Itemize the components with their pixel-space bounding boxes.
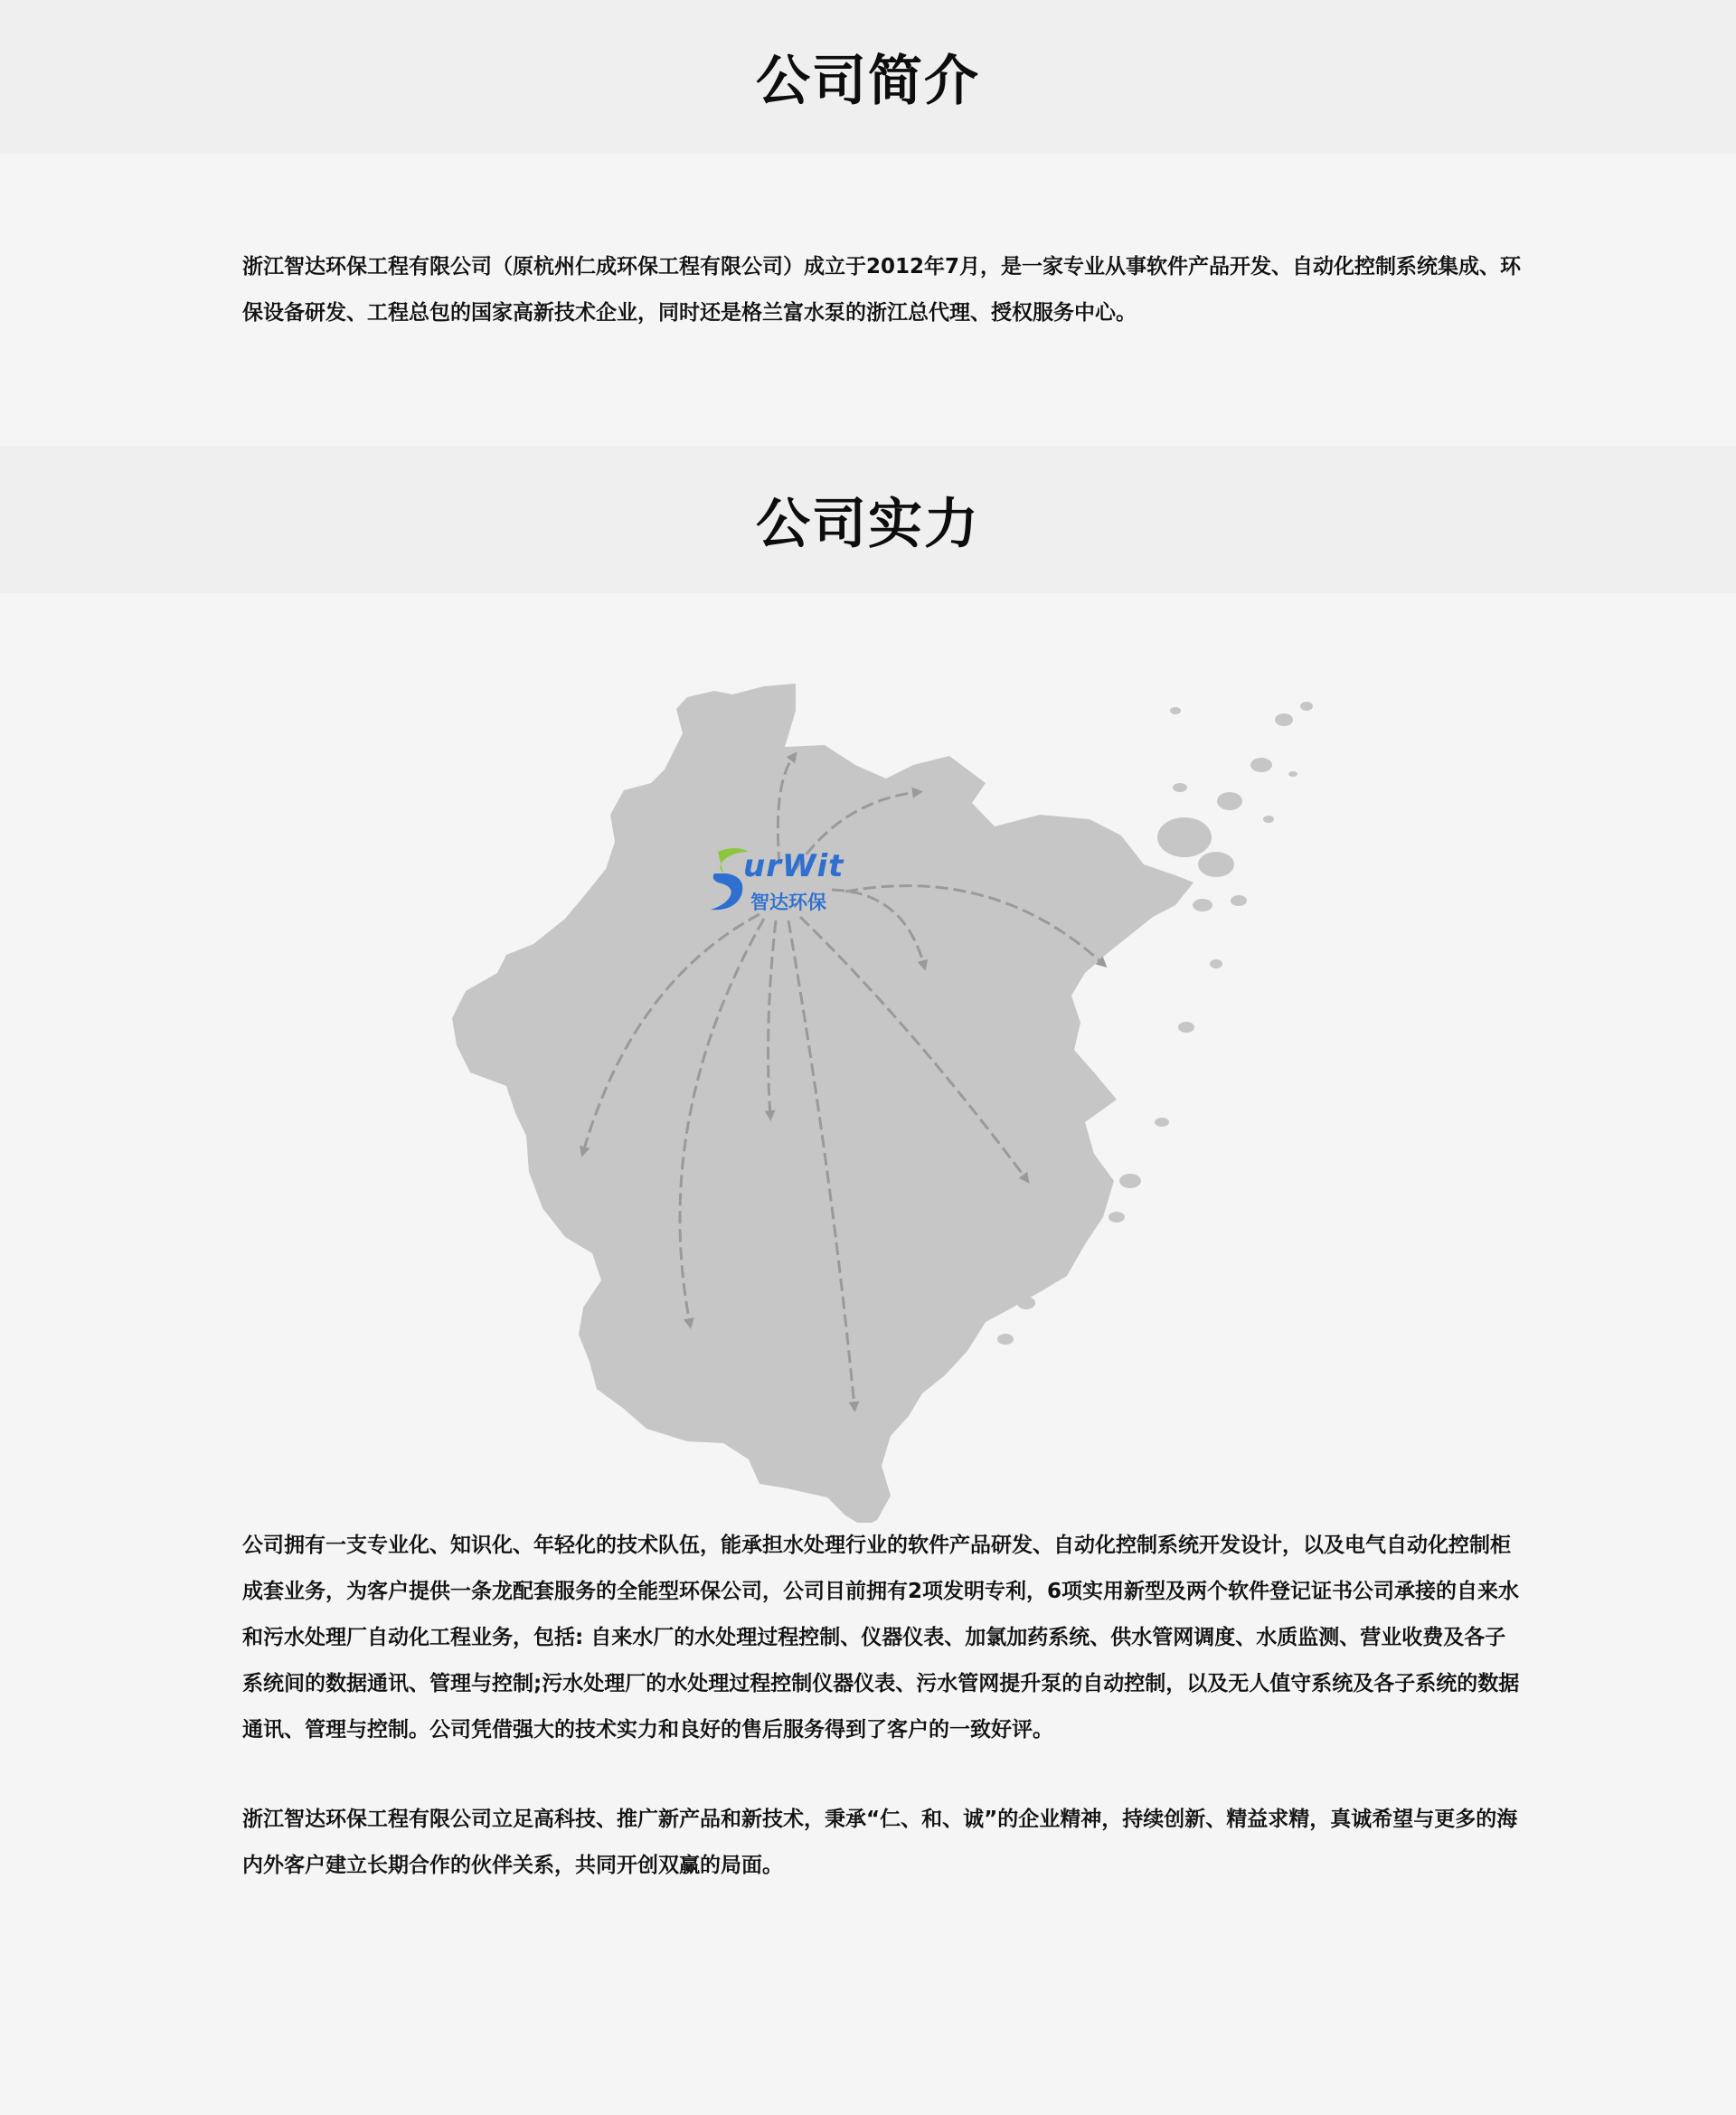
strength-text-section (0, 1523, 1736, 1889)
company-logo (707, 846, 852, 919)
intro-header-band (0, 0, 1736, 154)
zhejiang-map-icon (0, 593, 1736, 1523)
strength-title: 公司实力 (756, 492, 980, 556)
map-section (0, 593, 1736, 1523)
intro-section (0, 154, 1736, 446)
strength-header-band (0, 446, 1736, 593)
strength-paragraph-2: 浙江智达环保工程有限公司立足高科技、推广新产品和新技术，秉承“仁、和、诚”的企业精神，持续创新、精益求精，真诚希望与更多的海内外客户建立长期合作的伙伴关系，共同开创双赢的局面。 (242, 1808, 1518, 1877)
intro-paragraph: 浙江智达环保工程有限公司（原杭州仁成环保工程有限公司）成立于2012年7月，是一家专业从事软件产品开发、自动化控制系统集成、环保设备研发、工程总包的国家高新技术企业，同时还是格兰富水泵的浙江总代理、授权服务中心。 (242, 255, 1522, 325)
logo-wordmark: urWit (743, 848, 844, 884)
strength-paragraph-1: 公司拥有一支专业化、知识化、年轻化的技术队伍，能承担水处理行业的软件产品研发、自动化控制系统开发设计，以及电气自动化控制柜成套业务，为客户提供一条龙配套服务的全能型环保公司，公司目前拥有2项发明专利，6项实用新型及两个软件登记证书公司承接的自来水和污水处理厂自动化工程业务，包括: 自来水厂的水处理过程控制、仪器仪表、加氯加药系统、供水管网调度、水质监测、营业收费及各子系统间的数据通讯、管理与控制;污水处理厂的水处理过程控制仪器仪表、污水管网提升泵的自动控制，以及无人值守系统及各子系统的数据通讯、管理与控制。公司凭借强大的技术实力和良好的售后服务得到了客户的一致好评。 (242, 1534, 1520, 1742)
intro-title: 公司简介 (756, 50, 980, 113)
logo-chinese-name: 智达环保 (750, 892, 826, 913)
province-shape (452, 684, 1194, 1523)
